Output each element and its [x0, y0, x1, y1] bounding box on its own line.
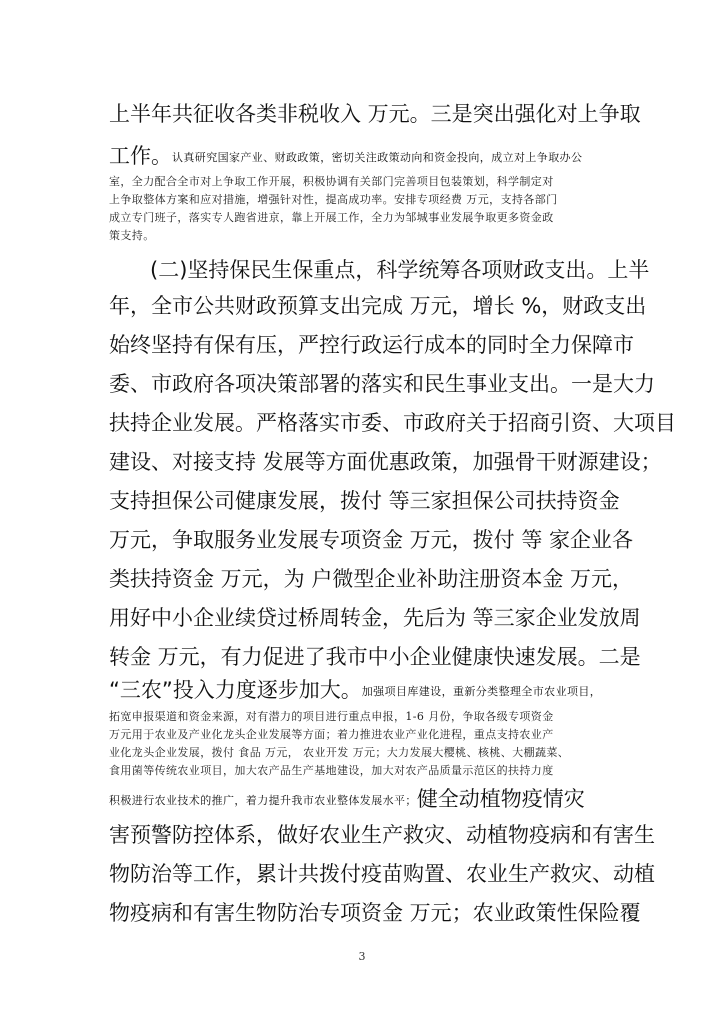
small-line-6: 策支持。	[109, 229, 155, 242]
small-line-5: 成立专门班子，落实专人跑省进京，靠上开展工作，全力为邹城事业发展争取更多资金政	[109, 211, 554, 224]
body-line-12: 建设、对接支持 发展等方面优惠政策，加强骨干财源建设；	[109, 450, 662, 474]
body-line-2-large: 工作。	[109, 144, 172, 168]
body-line-23-small: 积极进行农业技术的推广，着力提升我市农业整体发展水平；	[109, 794, 417, 807]
body-line-16: 用好中小企业续贷过桥周转金，先后为 等三家企业发放周	[109, 606, 641, 630]
body-line-10: 委、市政府各项决策部署的落实和民生事业支出。一是大力	[109, 372, 655, 396]
body-line-17: 转金 万元，有力促进了我市中小企业健康快速发展。二是	[109, 645, 641, 669]
page-number: 3	[358, 950, 366, 963]
small-line-21: 业化龙头企业发展，拨付 食品 万元， 农业开发 万元；大力发展大樱桃、核桃、大棚蔬菜、	[109, 746, 570, 759]
body-line-25: 物防治等工作，累计共拨付疫苗购置、农业生产救灾、动植	[109, 862, 655, 886]
body-line-1: 上半年共征收各类非税收入 万元。三是突出强化对上争取	[109, 102, 641, 126]
body-line-8: 年，全市公共财政预算支出完成 万元，增长 %，财政支出	[109, 294, 647, 318]
body-line-18-large: “三农”投入力度逐步加大。	[109, 678, 362, 702]
body-line-2-small: 认真研究国家产业、财政政策，密切关注政策动向和资金投向，成立对上争取办公	[172, 151, 583, 164]
body-line-9: 始终坚持有保有压，严控行政运行成本的同时全力保障市	[109, 333, 634, 357]
small-line-20: 万元用于农业及产业化龙头企业发展等方面；着力推进农业产业化进程，重点支持农业产	[109, 728, 554, 741]
body-line-11: 扶持企业发展。严格落实市委、市政府关于招商引资、大项目	[109, 411, 676, 435]
body-line-23-large: 健全动植物疫情灾	[416, 787, 585, 811]
body-line-23	[109, 784, 585, 814]
body-line-26: 物疫病和有害生物防治专项资金 万元；农业政策性保险覆	[109, 901, 641, 925]
small-line-19: 拓宽申报渠道和资金来源，对有潜力的项目进行重点申报，1-6 月份，争取各级专项资金	[109, 710, 554, 723]
body-line-2	[109, 141, 582, 171]
body-line-18	[109, 675, 601, 705]
small-line-3: 室，全力配合全市对上争取工作开展，积极协调有关部门完善项目包装策划，科学制定对	[109, 175, 554, 188]
body-line-14: 万元，争取服务业发展专项资金 万元，拨付 等 家企业各	[109, 528, 634, 552]
small-line-22: 食用菌等传统农业项目，加大农产品生产基地建设，加大对农产品质量示范区的扶持力度	[109, 764, 554, 777]
body-line-15: 类扶持资金 万元，为 户微型企业补助注册资本金 万元，	[109, 567, 634, 591]
body-line-18-small: 加强项目库建设，重新分类整理全市农业项目，	[361, 685, 602, 698]
section-heading-line: (二)坚持保民生保重点，科学统筹各项财政支出。上半	[150, 258, 650, 282]
body-line-24: 害预警防控体系，做好农业生产救灾、动植物疫病和有害生	[109, 823, 655, 847]
small-line-4: 上争取整体方案和应对措施，增强针对性，提高成功率。安排专项经费 万元，支持各部门	[109, 193, 558, 206]
body-line-13: 支持担保公司健康发展，拨付 等三家担保公司扶持资金	[109, 489, 620, 513]
